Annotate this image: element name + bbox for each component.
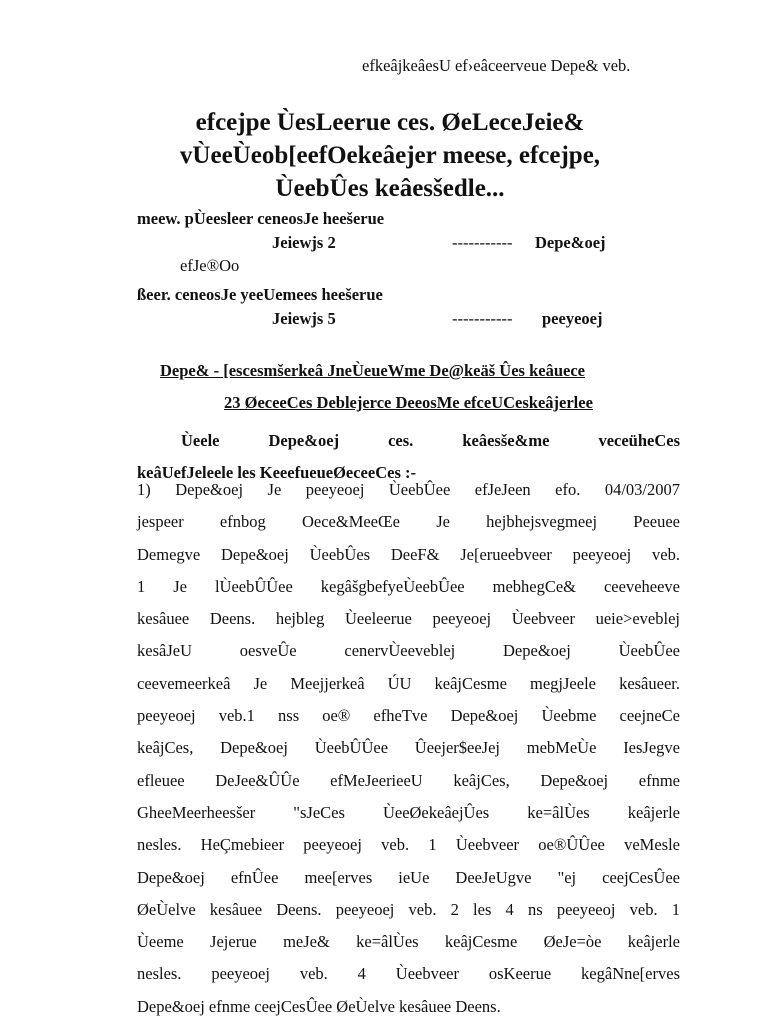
paragraph-line: keâjCes, Depe&oej ÙeebÛÛee Ûeejer$eeJej mebMeÙe IesJegve (137, 738, 680, 758)
party2-side: peeyeoej (542, 309, 603, 328)
party1-side: Depe&oej (535, 233, 606, 252)
paragraph-line: peeyeoej veb.1 nss oe® efheTve Depe&oej Ùeebme ceejneCe (137, 706, 680, 726)
paragraph-1 (137, 474, 680, 1023)
paragraph-line: jespeer efnbog Oece&MeeŒe Je hejbhejsvegmeej Peeuee (137, 512, 680, 532)
paragraph-line: kesâJeU oesveÛe cenervÙeeveblej Depe&oej ÙeebÛee (137, 641, 680, 661)
party1-name: meew. pÙeesleer ceneosJe heešerue (137, 209, 385, 228)
paragraph-line: 1) Depe&oej Je peeyeoej ÙeebÛee efJeJeen efo. 04/03/2007 (137, 480, 680, 499)
subject-line-1 (160, 361, 585, 381)
subject-prefix: Depe& (160, 361, 210, 380)
subject-line-2: 23 ØeceeCes Deblejerce DeeosMe efceUCeskeâjerlee (224, 393, 593, 412)
title-line: efcejpe ÙesLeerue ces. ØeLeceJeie& (195, 109, 585, 136)
paragraph-line: Demegve Depe&oej ÙeebÛes DeeF& Je[erueebveer peeyeoej veb. (137, 544, 680, 564)
party2-name: ßeer. ceneosJe yeeUemees heešerue (137, 285, 383, 304)
subject-text: - [escesmšerkeâ JneÙeueWme De@keäš Ûes keâuece (209, 361, 585, 380)
paragraph-line: nesles. peeyeoej veb. 4 Ùeebveer osKeerue kegâNne[erves (137, 964, 680, 984)
paragraph-line: ceevemeerkeâ Je Meejjerkeâ ÚU keâjCesme megjJeele kesâueer. (137, 673, 680, 693)
paragraph-line: Depe&oej efnme ceejCesÛee ØeÙelve kesâuee Deens. (137, 996, 501, 1016)
party2-dashes: ----------- (452, 309, 513, 328)
paragraph-line: Depe&oej efnÛee mee[erves ieUe DeeJeUgve "ej ceejCesÛee (137, 867, 680, 887)
paragraph-line: GheeMeerheesšer "sJeCes ÙeeØekeâejÛes ke=âlÙes keâjerle (137, 802, 680, 822)
party1-dashes: ----------- (452, 233, 513, 252)
intro-line: keâUefJeleele les KeeefueueØeceeCes :- (137, 463, 416, 483)
paragraph-line: ØeÙelve kesâuee Deens. peeyeoej veb. 2 les 4 ns peeyeeoj veb. 1 (137, 899, 680, 919)
paragraph-line: kesâuee Deens. hejbleg Ùeeleerue peeyeoej Ùeebveer ueie>eveblej (137, 609, 680, 629)
paragraph-line: nesles. HeÇmebieer peeyeoej veb. 1 Ùeebveer oe®ÛÛee veMesle (137, 835, 680, 855)
paragraph-line: 1 Je lÙeebÛÛee kegâšgbefyeÙeebÛee mebhegCe& ceeveheeve (137, 576, 680, 596)
title-line: ÙeebÛes keâesšedle... (275, 175, 505, 202)
party1-role: Jeiewjs 2 (272, 233, 336, 252)
party2-role: Jeiewjs 5 (272, 309, 336, 328)
paragraph-line: Ùeeme Jejerue meJe& ke=âlÙes keâjCesme ØeJe=òe keâjerle (137, 932, 680, 952)
versus-label: efJe®Oo (180, 256, 240, 275)
intro-line: Ùeele Depe&oej ces. keâesše&me veceüheCes (181, 431, 680, 450)
title-line: vÙeeÙeob[eefOekeâejer meese, efcejpe, (179, 142, 601, 169)
paragraph-line: efleuee DeJee&ÛÛe efMeJeerieeU keâjCes, Depe&oej efnme (137, 770, 680, 790)
case-number-note: efkeâjkeâesU ef›eâceerveue Depe& veb. (362, 56, 631, 75)
court-title (100, 106, 680, 205)
